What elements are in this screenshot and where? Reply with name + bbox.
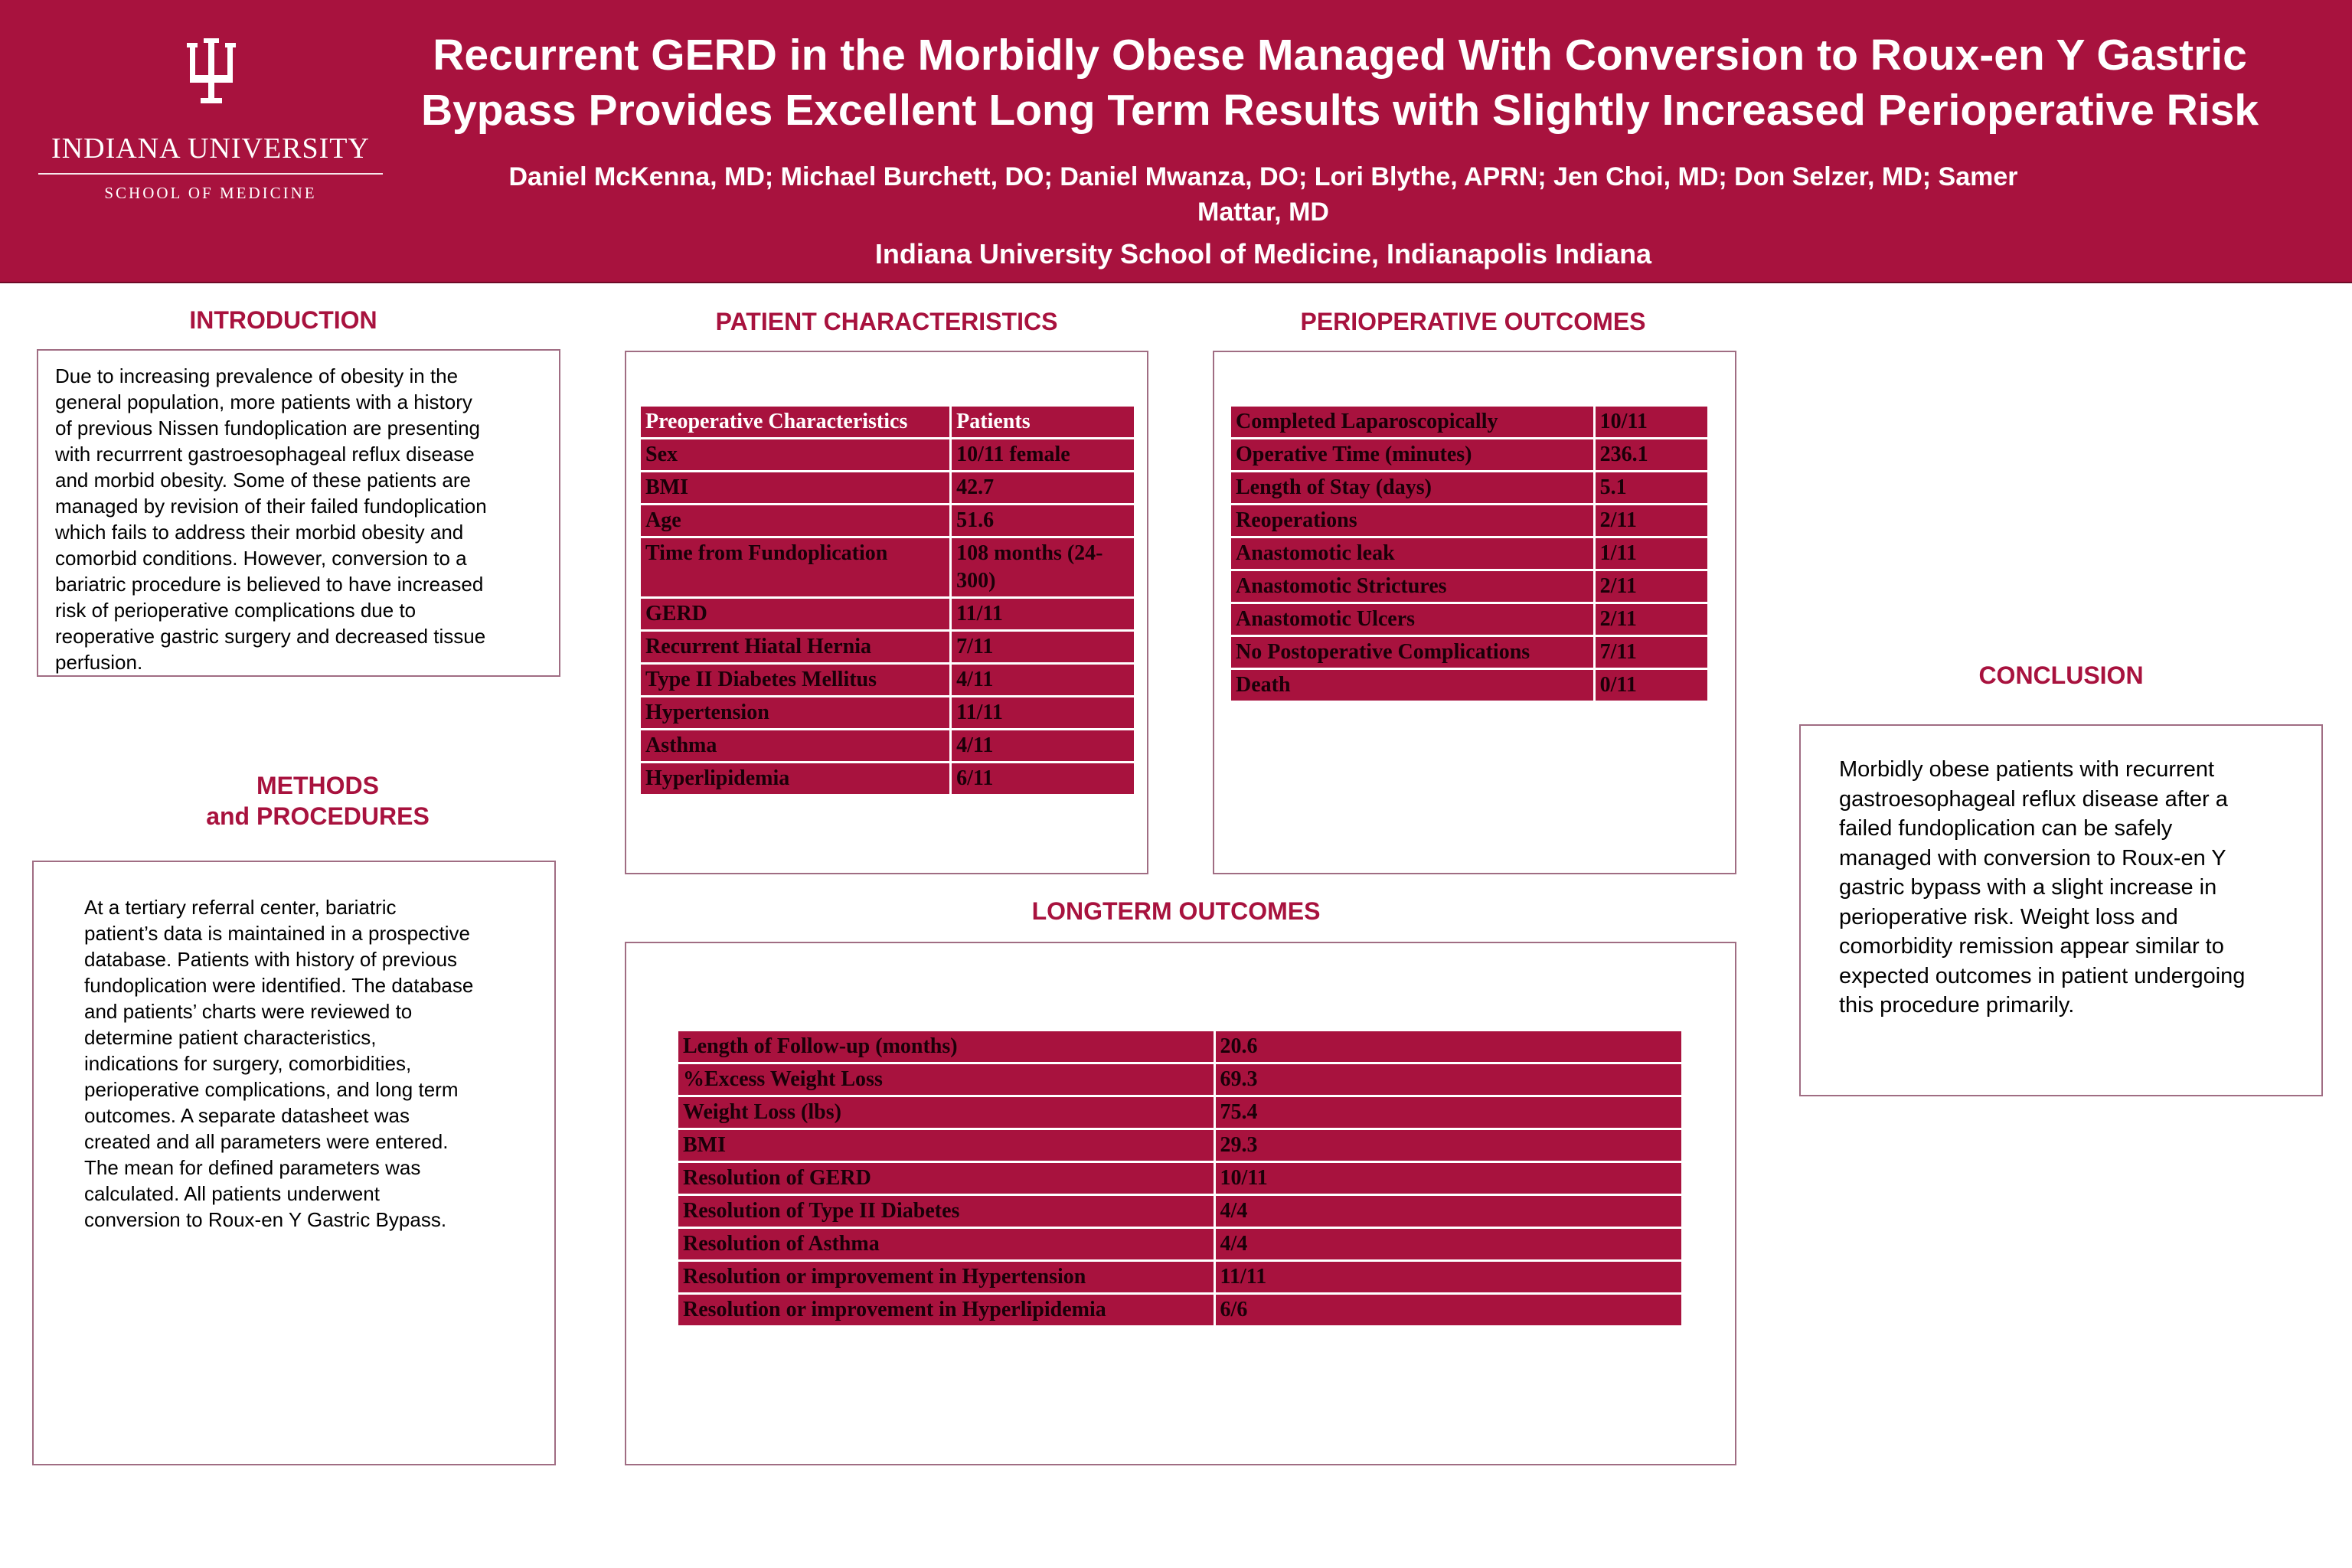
table-label-cell: Recurrent Hiatal Hernia xyxy=(640,631,951,664)
table-label-cell: Type II Diabetes Mellitus xyxy=(640,664,951,697)
table-label-cell: Resolution of Asthma xyxy=(678,1228,1215,1261)
table-label-cell: Resolution of Type II Diabetes xyxy=(678,1195,1215,1228)
table-row xyxy=(640,537,1135,598)
text-line: and patients’ charts were reviewed to xyxy=(84,1000,413,1023)
table-label-cell: Age xyxy=(640,505,951,537)
logo-university-name: INDIANA UNIVERSITY xyxy=(51,132,370,165)
table-label-cell: Resolution of GERD xyxy=(678,1162,1215,1195)
poster-title xyxy=(375,28,2305,138)
text-line: general population, more patients with a history xyxy=(55,390,472,413)
table-value-cell: 236.1 xyxy=(1594,439,1708,472)
table-value-cell: 4/11 xyxy=(951,664,1135,697)
table-label-cell: Anastomotic Ulcers xyxy=(1230,603,1595,636)
affiliation: Indiana University School of Medicine, Indianapolis Indiana xyxy=(874,238,1652,270)
table-row xyxy=(1230,636,1709,669)
text-line: risk of perioperative complications due to xyxy=(55,599,416,622)
table-value-cell: 42.7 xyxy=(951,472,1135,505)
table-label-cell: Anastomotic Strictures xyxy=(1230,570,1595,603)
table-row xyxy=(640,472,1135,505)
table-row xyxy=(640,763,1135,795)
table-value-cell: 1/11 xyxy=(1594,537,1708,570)
text-line: managed with conversion to Roux-en Y xyxy=(1839,845,2226,871)
table-row xyxy=(678,1228,1683,1261)
table-value-cell: 11/11 xyxy=(951,598,1135,631)
table-label-cell: %Excess Weight Loss xyxy=(678,1063,1215,1096)
text-line: perioperative complications, and long term xyxy=(84,1078,459,1101)
table-header-cell: Patients xyxy=(951,406,1135,439)
table-header-row xyxy=(640,406,1135,439)
table-value-cell: 69.3 xyxy=(1214,1063,1682,1096)
table-row xyxy=(1230,570,1709,603)
table-row xyxy=(678,1195,1683,1228)
table-row xyxy=(640,598,1135,631)
conclusion-heading: CONCLUSION xyxy=(1978,662,2144,689)
table-label-cell: Asthma xyxy=(640,730,951,763)
table-row xyxy=(1230,603,1709,636)
perioperative-outcomes-heading: PERIOPERATIVE OUTCOMES xyxy=(1300,308,1646,335)
table-value-cell: 2/11 xyxy=(1594,570,1708,603)
text-line: patient’s data is maintained in a prospective xyxy=(84,922,470,945)
table-value-cell: 2/11 xyxy=(1594,505,1708,537)
methods-heading-line-1: METHODS xyxy=(256,772,379,799)
text-line: of previous Nissen fundoplication are presenting xyxy=(55,416,481,439)
text-line: comorbid conditions. However, conversion to a xyxy=(55,547,467,570)
text-line: database. Patients with history of previous xyxy=(84,948,458,971)
table-label-cell: Length of Stay (days) xyxy=(1230,472,1595,505)
text-line: determine patient characteristics, xyxy=(84,1026,377,1049)
table-label-cell: No Postoperative Complications xyxy=(1230,636,1595,669)
methods-heading-line-2: and PROCEDURES xyxy=(206,802,430,830)
patient-characteristics-heading: PATIENT CHARACTERISTICS xyxy=(715,308,1058,335)
table-label-cell: Weight Loss (lbs) xyxy=(678,1096,1215,1129)
perioperative-outcomes-table xyxy=(1229,404,1710,703)
text-line: outcomes. A separate datasheet was xyxy=(84,1104,410,1127)
table-value-cell: 20.6 xyxy=(1214,1031,1682,1063)
logo-school-name: SCHOOL OF MEDICINE xyxy=(104,184,317,202)
text-line: At a tertiary referral center, bariatric xyxy=(84,896,397,919)
table-row xyxy=(640,631,1135,664)
methods-heading xyxy=(69,770,567,831)
text-line: perfusion. xyxy=(55,651,143,674)
table-row xyxy=(678,1294,1683,1327)
table-label-cell: Sex xyxy=(640,439,951,472)
text-line: calculated. All patients underwent xyxy=(84,1182,380,1205)
text-line: Morbidly obese patients with recurrent xyxy=(1839,757,2215,782)
table-value-cell: 10/11 xyxy=(1594,406,1708,439)
table-row xyxy=(678,1129,1683,1162)
text-line: which fails to address their morbid obesity and xyxy=(55,521,464,544)
text-line: created and all parameters were entered. xyxy=(84,1130,449,1153)
table-value-cell: 7/11 xyxy=(951,631,1135,664)
longterm-outcomes-table xyxy=(676,1029,1684,1328)
table-row xyxy=(1230,472,1709,505)
table-value-cell: 29.3 xyxy=(1214,1129,1682,1162)
table-value-cell: 4/4 xyxy=(1214,1195,1682,1228)
table-value-cell: 11/11 xyxy=(1214,1261,1682,1294)
table-label-cell: BMI xyxy=(640,472,951,505)
iu-trident-icon xyxy=(184,38,239,112)
methods-text xyxy=(84,894,544,1233)
table-header-cell: Preoperative Characteristics xyxy=(640,406,951,439)
conclusion-text xyxy=(1839,755,2314,1021)
table-label-cell: GERD xyxy=(640,598,951,631)
text-line: The mean for defined parameters was xyxy=(84,1156,421,1179)
table-row xyxy=(678,1261,1683,1294)
text-line: with recurrrent gastroesophageal reflux disease xyxy=(55,443,475,466)
table-row xyxy=(1230,537,1709,570)
patient-characteristics-table xyxy=(639,404,1136,796)
text-line: gastroesophageal reflux disease after a xyxy=(1839,786,2228,812)
introduction-heading: INTRODUCTION xyxy=(189,306,377,334)
table-value-cell: 2/11 xyxy=(1594,603,1708,636)
table-row xyxy=(1230,406,1709,439)
table-label-cell: Anastomotic leak xyxy=(1230,537,1595,570)
table-value-cell: 75.4 xyxy=(1214,1096,1682,1129)
authors-line-2: Mattar, MD xyxy=(1197,198,1329,227)
text-line: Due to increasing prevalence of obesity in the xyxy=(55,364,459,387)
table-value-cell: 10/11 xyxy=(1214,1162,1682,1195)
text-line: failed fundoplication can be safely xyxy=(1839,816,2173,841)
table-row xyxy=(1230,669,1709,702)
title-line-1: Recurrent GERD in the Morbidly Obese Managed With Conversion to Roux-en Y Gastric xyxy=(433,31,2247,80)
table-label-cell: Death xyxy=(1230,669,1595,702)
text-line: perioperative risk. Weight loss and xyxy=(1839,904,2178,929)
table-value-cell: 6/6 xyxy=(1214,1294,1682,1327)
header-banner xyxy=(0,0,2352,283)
table-value-cell: 0/11 xyxy=(1594,669,1708,702)
text-line: indications for surgery, comorbidities, xyxy=(84,1052,412,1075)
iu-logo xyxy=(31,38,390,207)
table-label-cell: Completed Laparoscopically xyxy=(1230,406,1595,439)
logo-divider xyxy=(38,173,383,175)
authors-line-1: Daniel McKenna, MD; Michael Burchett, DO; Daniel Mwanza, DO; Lori Blythe, APRN; Jen Choi, MD; Don Selzer, MD; Samer xyxy=(508,162,2018,191)
table-label-cell: Resolution or improvement in Hyperlipidemia xyxy=(678,1294,1215,1327)
table-label-cell: Operative Time (minutes) xyxy=(1230,439,1595,472)
table-label-cell: Reoperations xyxy=(1230,505,1595,537)
table-row xyxy=(640,505,1135,537)
authors xyxy=(421,159,2105,230)
table-value-cell: 6/11 xyxy=(951,763,1135,795)
table-label-cell: Time from Fundoplication xyxy=(640,537,951,598)
table-row xyxy=(640,730,1135,763)
table-row xyxy=(678,1063,1683,1096)
text-line: fundoplication were identified. The database xyxy=(84,974,474,997)
text-line: bariatric procedure is believed to have increased xyxy=(55,573,484,596)
title-line-2: Bypass Provides Excellent Long Term Results with Slightly Increased Perioperative Risk xyxy=(420,86,2259,135)
table-value-cell: 10/11 female xyxy=(951,439,1135,472)
text-line: and morbid obesity. Some of these patients are xyxy=(55,469,471,492)
introduction-text xyxy=(55,363,553,675)
table-label-cell: Resolution or improvement in Hypertension xyxy=(678,1261,1215,1294)
text-line: conversion to Roux-en Y Gastric Bypass. xyxy=(84,1208,447,1231)
table-row xyxy=(640,664,1135,697)
table-value-cell: 7/11 xyxy=(1594,636,1708,669)
text-line: comorbidity remission appear similar to xyxy=(1839,934,2224,959)
table-row xyxy=(640,439,1135,472)
text-line: expected outcomes in patient undergoing xyxy=(1839,963,2246,988)
table-value-cell: 4/4 xyxy=(1214,1228,1682,1261)
table-row xyxy=(640,697,1135,730)
longterm-outcomes-heading: LONGTERM OUTCOMES xyxy=(1031,897,1321,925)
table-row xyxy=(678,1162,1683,1195)
table-value-cell: 108 months (24-300) xyxy=(951,537,1135,598)
text-line: reoperative gastric surgery and decreased tissue xyxy=(55,625,486,648)
table-row xyxy=(678,1031,1683,1063)
table-value-cell: 5.1 xyxy=(1594,472,1708,505)
table-value-cell: 4/11 xyxy=(951,730,1135,763)
text-line: managed by revision of their failed fundoplication xyxy=(55,495,487,518)
table-value-cell: 51.6 xyxy=(951,505,1135,537)
table-row xyxy=(678,1096,1683,1129)
table-label-cell: BMI xyxy=(678,1129,1215,1162)
table-value-cell: 11/11 xyxy=(951,697,1135,730)
text-line: this procedure primarily. xyxy=(1839,993,2075,1018)
table-label-cell: Hyperlipidemia xyxy=(640,763,951,795)
table-row xyxy=(1230,439,1709,472)
table-label-cell: Length of Follow-up (months) xyxy=(678,1031,1215,1063)
table-label-cell: Hypertension xyxy=(640,697,951,730)
table-row xyxy=(1230,505,1709,537)
text-line: gastric bypass with a slight increase in xyxy=(1839,875,2217,900)
